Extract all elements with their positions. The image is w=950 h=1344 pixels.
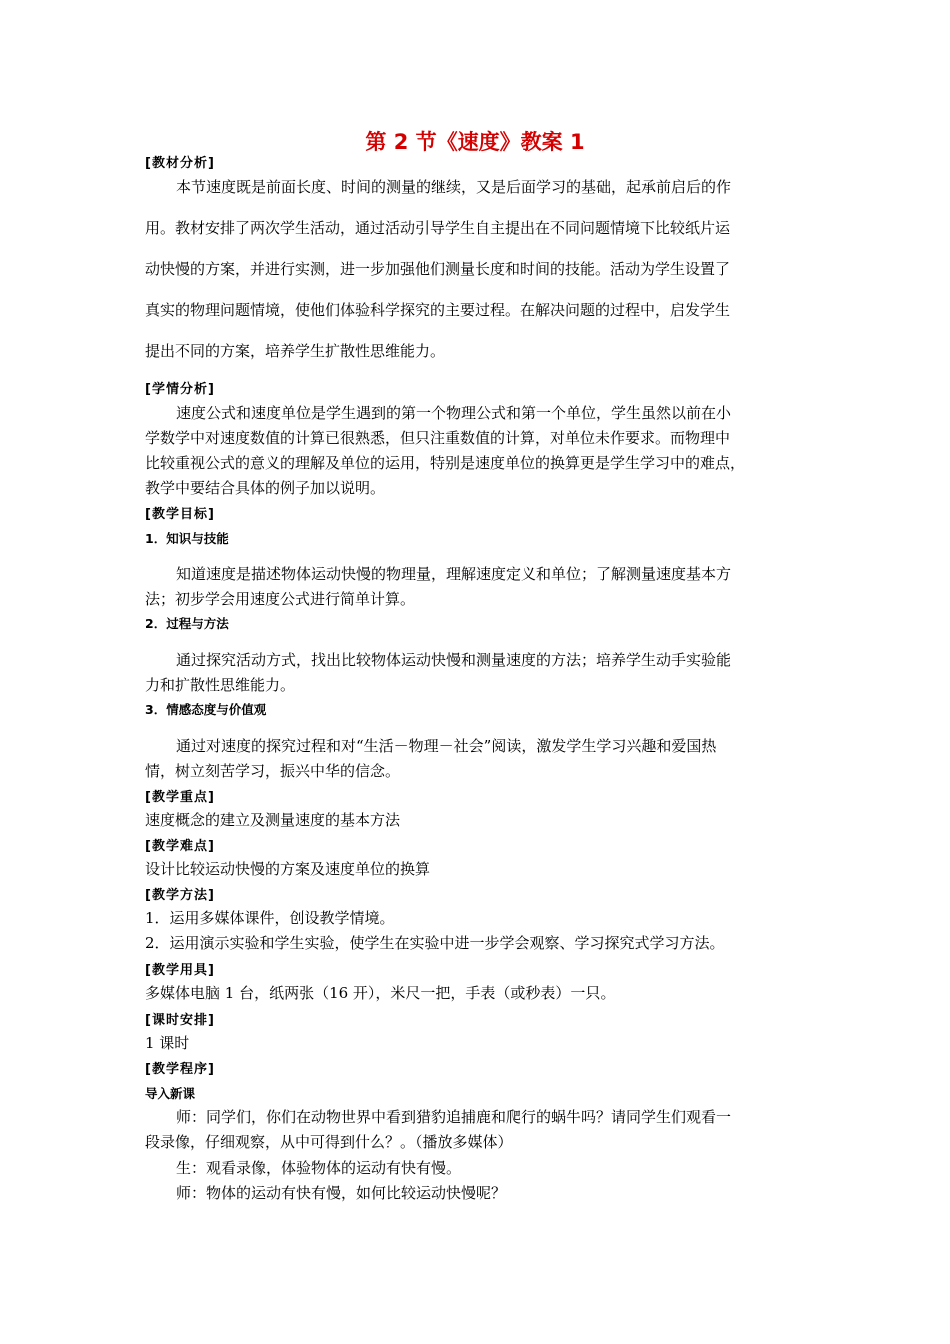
- paragraph-line: 法；初步学会用速度公式进行简单计算。: [145, 590, 416, 608]
- heading-key-points: [教学重点]: [145, 790, 215, 805]
- paragraph-line: 段录像，仔细观察，从中可得到什么？。（播放多媒体）: [145, 1133, 513, 1151]
- paragraph-line: 情，树立刻苦学习，振兴中华的信念。: [145, 762, 401, 780]
- subheading-process-method: 2．过程与方法: [145, 616, 229, 631]
- paragraph-line: 师：同学们，你们在动物世界中看到猎豹追捕鹿和爬行的蜗牛吗？请同学生们观看一: [176, 1108, 732, 1126]
- paragraph-line: 1．运用多媒体课件，创设教学情境。: [145, 909, 395, 927]
- heading-teaching-methods: [教学方法]: [145, 888, 215, 903]
- paragraph-line: 速度概念的建立及测量速度的基本方法: [145, 811, 401, 829]
- paragraph-line: 动快慢的方案，并进行实测，进一步加强他们测量长度和时间的技能。活动为学生设置了: [145, 260, 731, 278]
- paragraph-line: 力和扩散性思维能力。: [145, 676, 296, 694]
- document-title: 第 2 节《速度》教案 1: [365, 130, 585, 154]
- paragraph-line: 师：物体的运动有快有慢，如何比较运动快慢呢？: [176, 1184, 507, 1202]
- paragraph-line: 教学中要结合具体的例子加以说明。: [145, 479, 386, 497]
- paragraph-line: 比较重视公式的意义的理解及单位的运用，特别是速度单位的换算更是学生学习中的难点，: [145, 454, 746, 472]
- paragraph-line: 知道速度是描述物体运动快慢的物理量，理解速度定义和单位；了解测量速度基本方: [176, 565, 732, 583]
- heading-difficult-points: [教学难点]: [145, 839, 215, 854]
- paragraph-line: 设计比较运动快慢的方案及速度单位的换算: [145, 860, 431, 878]
- paragraph-line: 通过探究活动方式，找出比较物体运动快慢和测量速度的方法；培养学生动手实验能: [176, 651, 732, 669]
- subheading-knowledge-skills: 1．知识与技能: [145, 531, 229, 546]
- heading-teaching-tools: [教学用具]: [145, 963, 215, 978]
- heading-class-schedule: [课时安排]: [145, 1013, 215, 1028]
- paragraph-line: 用。教材安排了两次学生活动，通过活动引导学生自主提出在不同问题情境下比较纸片运: [145, 219, 731, 237]
- paragraph-line: 速度公式和速度单位是学生遇到的第一个物理公式和第一个单位，学生虽然以前在小: [176, 404, 732, 422]
- paragraph-line: 1 课时: [145, 1034, 190, 1052]
- heading-learner-analysis: [学情分析]: [145, 382, 215, 397]
- paragraph-line: 多媒体电脑 1 台，纸两张（16 开），米尺一把，手表（或秒表）一只。: [145, 984, 616, 1002]
- paragraph-line: 2．运用演示实验和学生实验，使学生在实验中进一步学会观察、学习探究式学习方法。: [145, 934, 725, 952]
- paragraph-line: 学数学中对速度数值的计算已很熟悉，但只注重数值的计算，对单位未作要求。而物理中: [145, 429, 731, 447]
- paragraph-line: 生：观看录像，体验物体的运动有快有慢。: [176, 1159, 462, 1177]
- heading-teaching-goals: [教学目标]: [145, 507, 215, 522]
- subheading-introduction: 导入新课: [145, 1086, 196, 1101]
- paragraph-line: 本节速度既是前面长度、时间的测量的继续，又是后面学习的基础，起承前启后的作: [176, 178, 732, 196]
- heading-textbook-analysis: [教材分析]: [145, 156, 215, 171]
- paragraph-line: 通过对速度的探究过程和对“生活－物理－社会”阅读，激发学生学习兴趣和爱国热: [176, 737, 717, 755]
- subheading-attitude-values: 3．情感态度与价值观: [145, 702, 267, 717]
- paragraph-line: 真实的物理问题情境，使他们体验科学探究的主要过程。在解决问题的过程中，启发学生: [145, 301, 731, 319]
- paragraph-line: 提出不同的方案，培养学生扩散性思维能力。: [145, 342, 446, 360]
- heading-teaching-procedure: [教学程序]: [145, 1062, 215, 1077]
